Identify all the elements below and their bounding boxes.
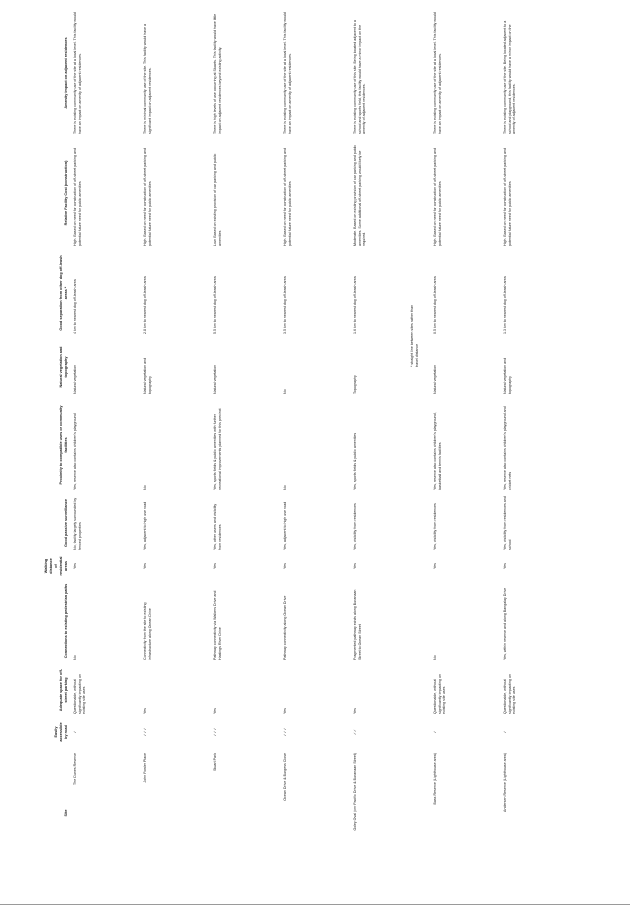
site-cell: Stuart Park	[213, 753, 217, 771]
pedestrian-paths-cell: Pathway connectivity along Ocean Drive	[283, 595, 287, 660]
table-row	[351, 9, 431, 879]
site-cell: Andersen Reserve (Lighthouse area)	[503, 753, 507, 812]
walking-distance-cell: Yes	[73, 563, 77, 569]
separation-cell: 0.5 km to nearest dog off-leash area	[433, 276, 437, 334]
walking-distance-cell: Yes	[353, 563, 357, 569]
cost-cell: High. Based on need for construction of off-street parking and potential future need for public amenities	[73, 147, 82, 246]
site-cell: Bass Reserve (Lighthouse area)	[433, 753, 437, 805]
pedestrian-paths-cell: No	[73, 655, 77, 660]
amenity-impact-cell: There is existing community use of the site at a local level. This facility would have an impact on amenity of adjacent residences.	[283, 12, 292, 134]
vegetation-cell: Natural vegetation	[433, 364, 437, 394]
column-header: Site	[64, 809, 68, 817]
walking-distance-cell: Yes	[143, 563, 147, 569]
separation-cell: 4 km to nearest dog off-leash area	[73, 279, 77, 334]
column-header: Natural vegetation and topography	[59, 346, 68, 388]
amenity-impact-cell: There is existing community use of this site. Being located adjacent to a school and sports field, this facility would have a minor impact on the amenity of adjacent residences.	[353, 20, 367, 134]
separation-cell: 5.5 km to nearest dog off-leash area	[213, 276, 217, 334]
walking-distance-cell: Yes	[283, 563, 287, 569]
cost-cell: Moderate. Based on existing provision of car parking and public amenities. Some additional off-street parking would likely be required.	[353, 144, 367, 246]
cost-cell: High. Based on need for construction of off-street parking and potential future need for public amenities	[503, 147, 512, 246]
vegetation-cell: Natural vegetation and topography	[503, 357, 512, 394]
road-access-cell: ✓✓✓	[213, 727, 217, 737]
road-access-cell: ✓	[503, 730, 507, 734]
column-header: Walking distance of residential areas	[44, 556, 68, 576]
road-access-cell: ✓	[433, 730, 437, 734]
proximity-cell: No	[143, 485, 147, 490]
table-row	[71, 9, 141, 879]
parking-cell: Yes	[143, 708, 147, 714]
walking-distance-cell: Yes	[503, 563, 507, 569]
cost-cell: High. Based on need for construction of off-street parking and potential future need for public amenities	[283, 147, 292, 246]
column-header: Proximity to compatible uses or community facilities	[59, 405, 68, 485]
cost-cell: High. Based on need for construction of off-street parking and potential future need for public amenities	[143, 147, 152, 246]
surveillance-cell: Yes, visibility from residences and school	[503, 496, 512, 550]
proximity-cell: Yes, reserve also contains children's playground and cricket nets	[503, 406, 512, 490]
column-header: Good separation from other dog off-leash areas *	[59, 255, 68, 331]
column-header: Connections to existing pedestrian paths	[64, 583, 68, 659]
proximity-cell: Yes, sports fields & public amenities	[353, 432, 357, 490]
table-row	[281, 9, 351, 879]
vegetation-cell: Natural vegetation	[213, 364, 217, 394]
site-cell: John Fowler Place	[143, 753, 147, 783]
parking-cell: Yes	[353, 708, 357, 714]
proximity-cell: Yes, reserve also contains children's playground	[73, 413, 77, 490]
pedestrian-paths-cell: Connectivity from the site to existing infrastructure along Ocean Drive	[143, 602, 152, 660]
separation-cell: 3.5 km to nearest dog off-leash area	[283, 276, 287, 334]
amenity-impact-cell: There is existing community use of the site at a local level. This facility would have an impact on amenity of adjacent residences.	[433, 12, 442, 134]
amenity-impact-cell: There is high levels of use occurring at Stuarts. This facility would have little impact on adjacent residences beyond existing activity.	[213, 13, 222, 134]
separation-cell: 1.6 km to nearest dog off-leash area	[353, 276, 357, 334]
column-header: Amenity impact on adjacent residences	[64, 37, 68, 109]
amenity-impact-cell: There is existing community use of the site. Being located adjacent to a school and playground, this facility would have a minor impact on the amenity of adjacent residences.	[503, 20, 517, 134]
proximity-cell: Yes, sports fields & public amenities with further recreational improvements planned for this precinct	[213, 408, 222, 490]
cost-cell: High. Based on need for construction of off-street parking and potential future need for public amenities	[433, 147, 442, 246]
table-row	[431, 9, 501, 879]
proximity-cell: No	[283, 485, 287, 490]
amenity-impact-cell: There is existing community use of the site at a local level. This facility would have an impact on amenity of adjacent residences.	[73, 12, 82, 134]
surveillance-cell: Yes, adjacent to high use road	[283, 501, 287, 550]
table-row	[501, 9, 581, 879]
site-cell: The Dunes Reserve	[73, 753, 77, 785]
vegetation-cell: Natural vegetation and topography	[143, 357, 152, 394]
table-row	[211, 9, 281, 879]
amenity-impact-cell: There is minimal community use of the site. This facility would have a significant impact on adjacent residences.	[143, 24, 152, 134]
road-access-cell: ✓	[73, 730, 77, 734]
separation-cell: 2.8 km to nearest dog off-leash area	[143, 276, 147, 334]
parking-cell: Yes	[213, 708, 217, 714]
column-header: Relative Facility Cost (construction)	[64, 160, 68, 226]
road-access-cell: ✓✓	[353, 728, 357, 736]
column-header: Easily accessible by road	[54, 722, 68, 742]
road-access-cell: ✓✓✓	[143, 727, 147, 737]
table-header-row	[44, 9, 71, 879]
cost-cell: Low. Based on existing provision of car parking and public amenities	[213, 153, 222, 246]
pedestrian-paths-cell: Pathway connectivity via Walkers Drive and Hastings River Drive	[213, 590, 222, 660]
parking-cell: Questionable, without significantly impacting on existing site uses	[73, 674, 87, 714]
walking-distance-cell: Yes	[433, 563, 437, 569]
road-access-cell: ✓✓✓	[283, 727, 287, 737]
site-assessment-table	[44, 9, 581, 879]
surveillance-cell: Yes, visibility from residences	[433, 503, 437, 550]
page-bottom-divider	[0, 904, 630, 905]
pedestrian-paths-cell: Fragmented pathway exists along Buranaan Street to Ocean Street	[353, 589, 362, 660]
table-row	[141, 9, 211, 879]
surveillance-cell: Yes, adjacent to high use road	[143, 501, 147, 550]
proximity-cell: Yes, reserve also contains children's playground, basketball and tennis facilities	[433, 412, 442, 490]
column-header: Good passive surveillance	[64, 499, 68, 547]
parking-cell: Questionable, without significantly impacting on existing site uses	[503, 674, 517, 714]
vegetation-cell: Topography	[353, 375, 357, 394]
parking-cell: Yes	[283, 708, 287, 714]
surveillance-cell: Yes, visibility from residences	[353, 503, 357, 550]
site-cell: Oxley Oval (cnr Pacific Drive & Buranaan Street)	[353, 753, 357, 831]
vegetation-cell: No	[283, 389, 287, 394]
surveillance-cell: Yes, other users and visibility from residences	[213, 503, 222, 550]
separation-cell: 1.3 km to nearest dog off-leash area	[503, 276, 507, 334]
vegetation-cell: Natural vegetation	[73, 364, 77, 394]
walking-distance-cell: Yes	[213, 563, 217, 569]
footnote: * straight line between sites rather than travel distance	[410, 304, 419, 367]
pedestrian-paths-cell: No	[433, 655, 437, 660]
surveillance-cell: No, facility largely surrounded by fenced properties	[73, 497, 82, 550]
parking-cell: Questionable, without significantly impacting on existing site uses	[433, 674, 447, 714]
column-header: Adequate space for off-street parking	[59, 668, 68, 712]
site-cell: Ocean Drive & Burgess Close	[283, 753, 287, 801]
pedestrian-paths-cell: Yes, within reserve and along Bangalay Drive	[503, 587, 507, 660]
